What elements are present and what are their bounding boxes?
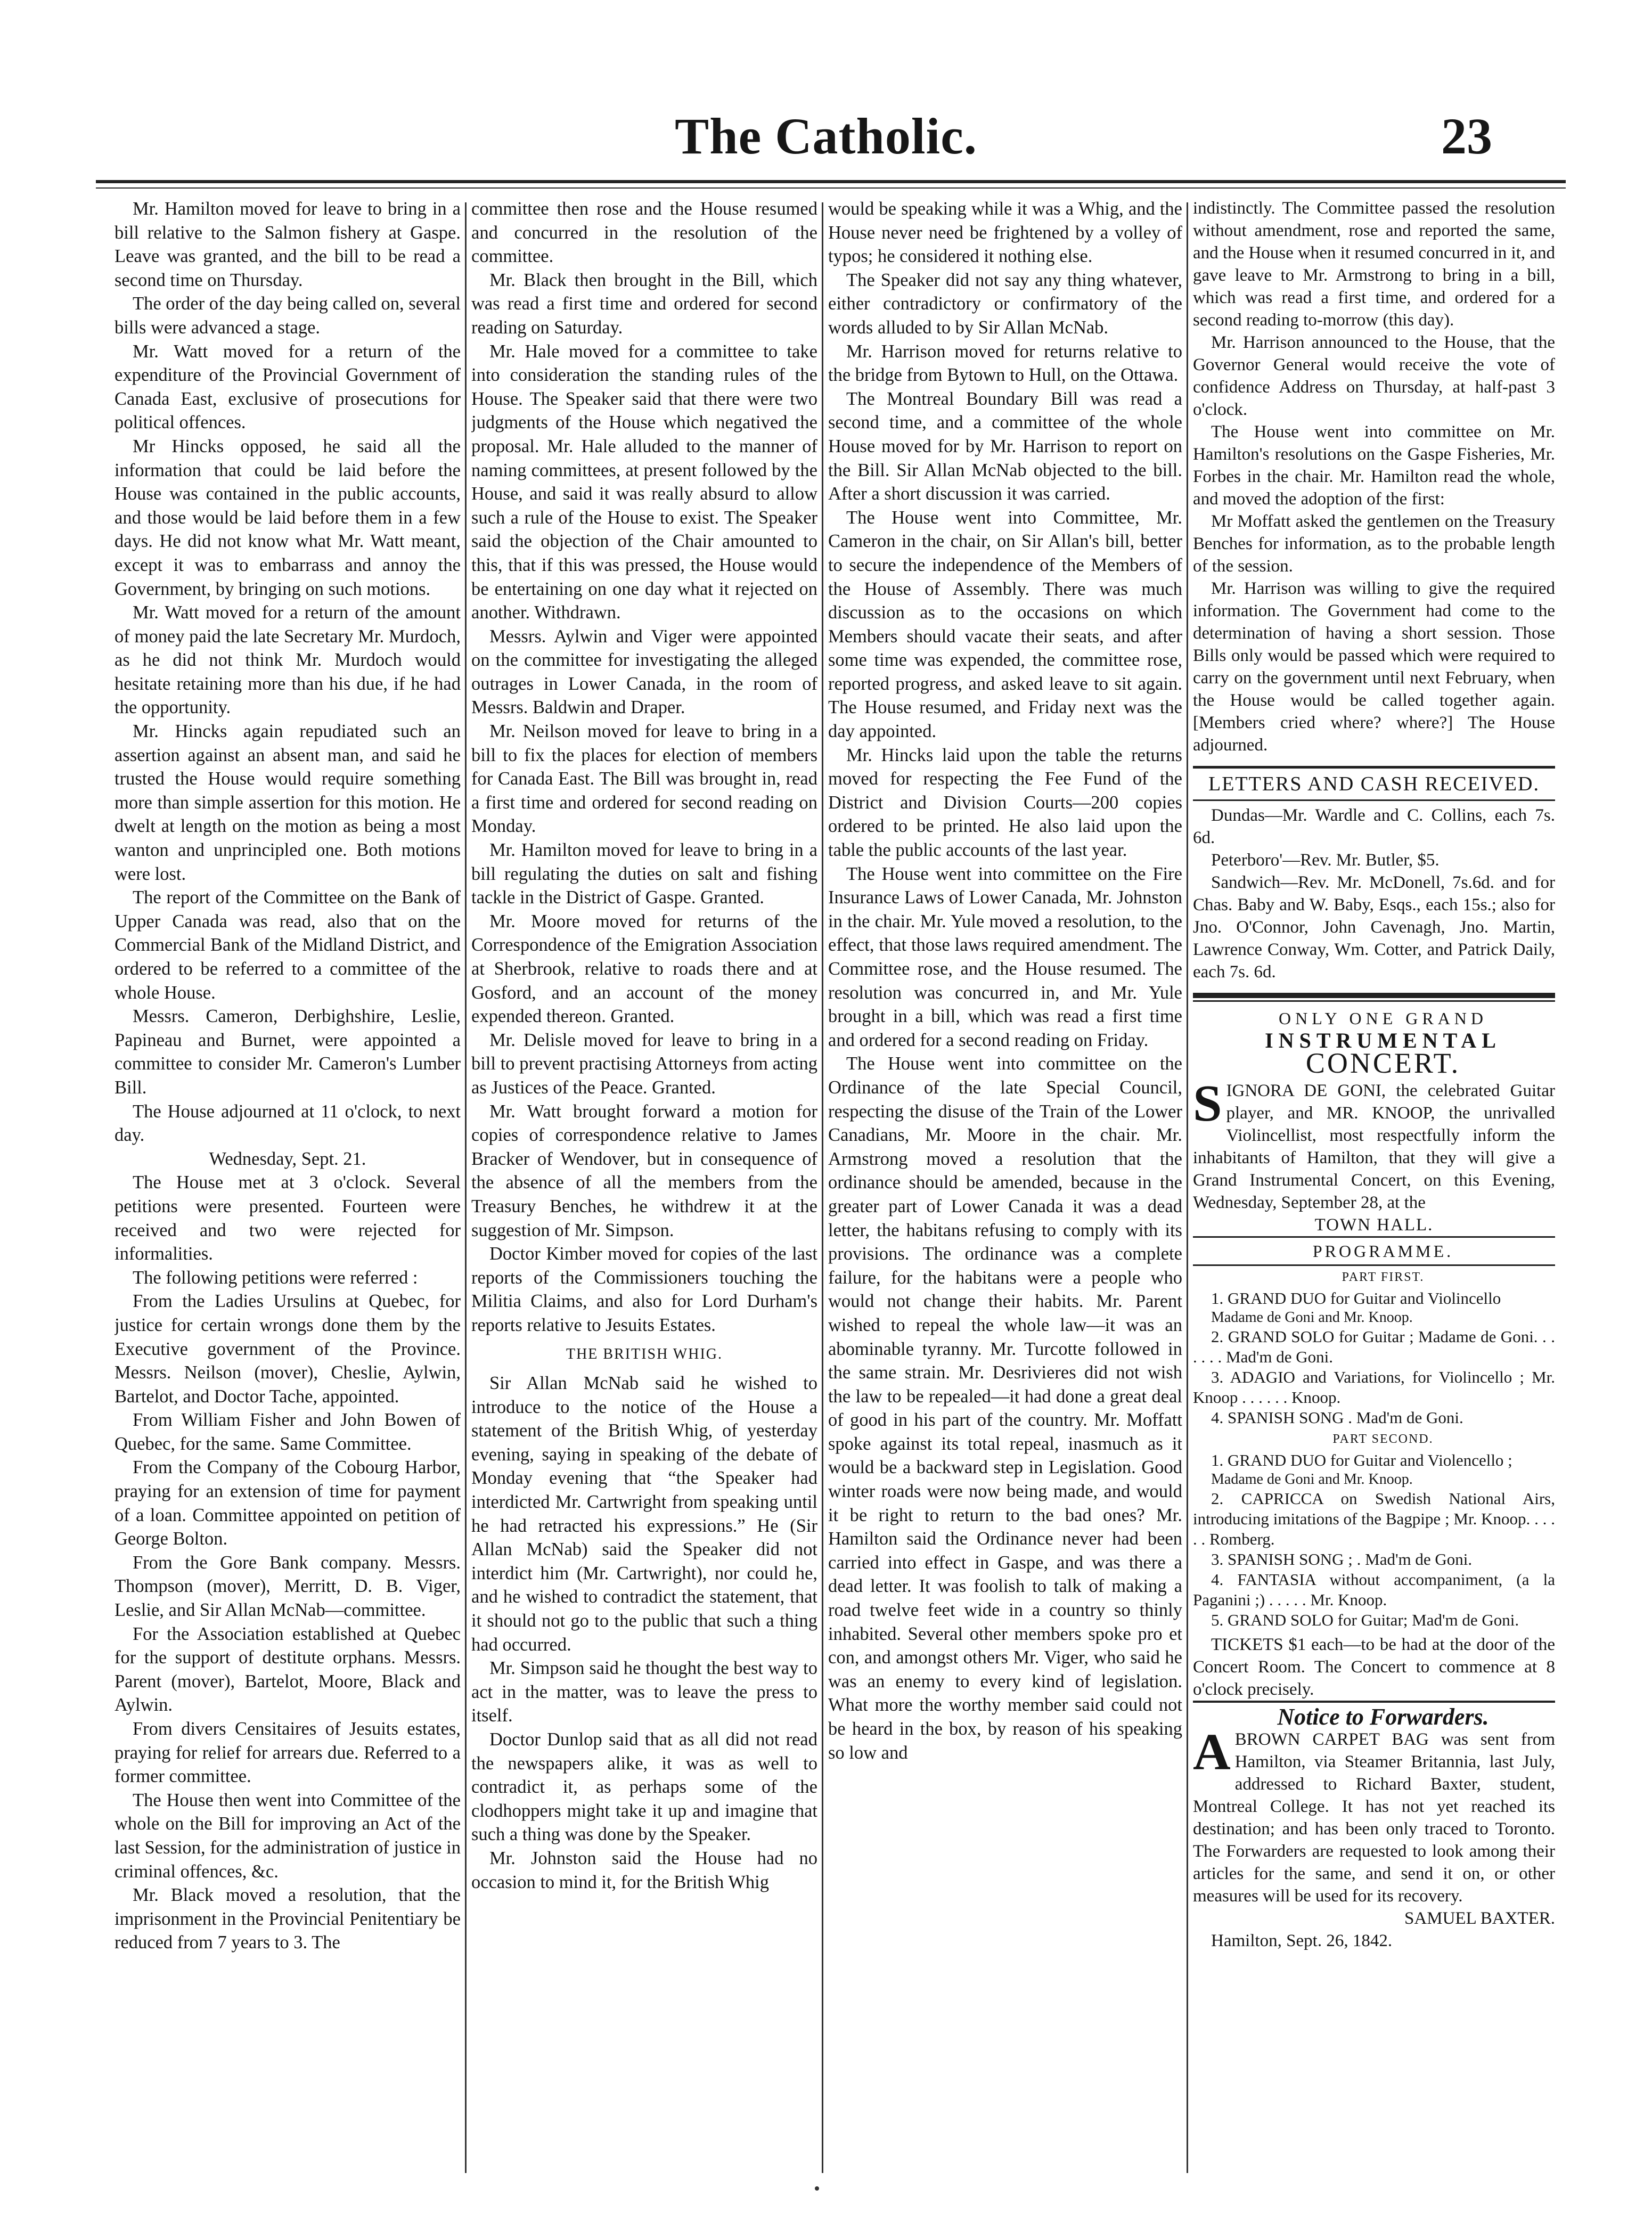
paragraph: Sir Allan McNab said he wished to introduce to the notice of the House a statement of the British Whig, of yesterday evening, saying in speaking of the debate of Monday evening that “the Speaker had interdicted Mr. Cartwright from speaking until he had retracted his expressions.” He (Sir Allan McNab) said the Speaker did not interdict him (Mr. Cartwright), nor could he, and he wished to contradict the statement, that it should not go to the public that such a thing had occurred. [471,1373,817,1655]
paragraph: The House went into Committee, Mr. Cameron in the chair, on Sir Allan's bill, better to secure the independence of the Members of the House of Assembly. There was much discussion as to the occasions on which Members should vacate their seats, and after some time was expended, the committee rose, reported progress, and asked leave to sit again. The House resumed, and Friday next was the day appointed. [828,507,1182,742]
paragraph: The House then went into Committee of the whole on the Bill for improving an Act of the last Session, for the administration of justice in criminal offences, &c. [115,1790,461,1882]
paragraph: Mr Moffatt asked the gentlemen on the Treasury Benches for information, as to the probable length of the session. [1193,512,1555,576]
programme-item: 1. GRAND DUO for Guitar and Violencello ; [1211,1451,1512,1469]
column-1 [115,197,461,2178]
paragraph: Mr. Hincks laid upon the table the returns moved for respecting the Fee Fund of the District and Division Courts—200 copies ordered to be printed. He also laid upon the table the public accounts of the last year. [828,745,1182,861]
paragraph: The House went into committee on the Fire Insurance Laws of Lower Canada, Mr. Johnston in the chair. Mr. Yule moved a resolution, to the effect, that those laws required amendment. The Committee rose, and the House resumed. The resolution was concurred in, and Mr. Yule brought in a bill, which was read a first time and ordered for a second reading on Friday. [828,863,1182,1050]
paragraph: Messrs. Cameron, Derbighshire, Leslie, Papineau and Burnet, were appointed a committee to consider Mr. Cameron's Lumber Bill. [115,1006,461,1098]
concert-text: IGNORA DE GONI, the celebrated Guitar player, and MR. KNOOP, the unrivalled Violincellist, most respectfully inform the inhabitants of Hamilton, that they will give a Grand Instrumental Concert, on this Evening, Wednesday, September 28, at the [1193,1081,1555,1212]
concert-body [1193,1075,1555,1214]
paragraph: Mr. Johnston said the House had no occasion to mind it, for the British Whig [471,1848,817,1892]
paragraph: The following petitions were referred : [133,1267,418,1288]
programme-item: 2. CAPRICCA on Swedish National Airs, introducing imitations of the Bagpipe ; Mr. Knoop. . . . . . Romberg. [1193,1489,1555,1548]
letters-item: Sandwich—Rev. Mr. McDonell, 7s.6d. and for Chas. Baby and W. Baby, Esqs., each 15s.; also for Jno. O'Connor, John Cavenagh, Jno. Martin, Lawrence Conway, Wm. Cotter, and Patrick Daily, each 7s. 6d. [1193,873,1555,982]
paragraph: Mr. Watt moved for a return of the expenditure of the Provincial Government of Canada East, exclusive of prosecutions for political offences. [115,341,461,433]
notice-body [1193,1724,1555,1907]
paragraph: The Montreal Boundary Bill was read a second time, and a committee of the whole House moved for by Mr. Harrison to report on the Bill. Sir Allan McNab objected to the bill. After a short discussion it was carried. [828,388,1182,504]
tickets-text: TICKETS $1 each—to be had at the door of the Concert Room. The Concert to commence at 8 o'clock precisely. [1193,1635,1555,1699]
column-3 [828,197,1182,2178]
paragraph: Mr. Watt brought forward a motion for copies of correspondence relative to James Bracker of Wendover, but in consequence of the absence of all the members from the Treasury Benches, he withdrew it at the suggestion of Mr. Simpson. [471,1101,817,1240]
paragraph: The House adjourned at 11 o'clock, to next day. [115,1101,461,1146]
paragraph: The House went into committee on the Ordinance of the late Special Council, respecting the disuse of the Train of the Lower Canadians, Mr. Moore in the chair. Mr. Armstrong moved a resolution that the ordinance should be amended, because in the greater part of Lower Canada it was a dead letter, the habitans refusing to comply with its provisions. The ordinance was a complete failure, for the habitans were a people who would not change their habits. Mr. Parent wished to repeal the whole law—it was an abominable tyranny. Mr. Turcotte followed in the same strain. Mr. Desrivieres did not wish the law to be repealed—it had done a great deal of good in his part of the country. Mr. Moffatt spoke against its total repeal, inasmuch as it would be a backward step in Legislation. Good winter roads were now being made, and would it be right to return to the bad ones? Mr. Hamilton said the Ordinance never had been carried into effect in Gaspe, and was there a dead letter. It was foolish to talk of making a road twelve feet wide in a country so thinly inhabited. Several other members spoke pro et con, and amongst others Mr. Viger, who said he was an enemy to every kind of legislation. What more the worthy member said could not be heard in the box, by reason of his speaking so low and [828,1053,1182,1763]
page-dot [815,2186,819,2191]
paragraph: The order of the day being called on, several bills were advanced a stage. [115,293,461,338]
paragraph: For the Association established at Quebec for the support of destitute orphans. Messrs. Parent (mover), Bartelot, Moore, Black and Aylwin. [115,1623,461,1716]
programme-item: 1. GRAND DUO for Guitar and Violincello [1211,1289,1501,1308]
page-title: The Catholic. [675,108,977,165]
notice-heading: Notice to Forwarders. [1193,1701,1555,1728]
paragraph: Mr. Hamilton moved for leave to bring in a bill regulating the duties on salt and fishing tackle in the District of Gaspe. Granted. [471,840,817,908]
notice-text: BROWN CARPET BAG was sent from Hamilton, via Steamer Britannia, last July, addressed to Richard Baxter, student, Montreal College. It has not yet reached its destination; and has been only traced to Toronto. The Forwarders are requested to look among their articles for the same, and send it on, or other measures will be used for its recovery. [1193,1730,1555,1906]
paragraph: Mr. Watt moved for a return of the amount of money paid the late Secretary Mr. Murdoch, as he did not think Mr. Murdoch would hesitate retaining more than his due, if he had the opportunity. [115,602,461,718]
paragraph: Mr. Neilson moved for leave to bring in a bill to fix the places for election of members for Canada East. The Bill was brought in, read a first time and ordered for second reading on Monday. [471,721,817,837]
concert-rule [1193,993,1555,998]
programme-item: 5. GRAND SOLO for Guitar; Mad'm de Goni. [1211,1611,1519,1629]
notice-dateline: Hamilton, Sept. 26, 1842. [1211,1931,1393,1950]
column-divider [1187,202,1188,2173]
concert-heading-1: ONLY ONE GRAND [1278,1009,1488,1028]
paragraph: would be speaking while it was a Whig, and the House never need be frightened by a volley of typos; he considered it nothing else. [828,199,1182,267]
paragraph: Mr. Hincks again repudiated such an assertion against an absent man, and said he trusted the House would require something more than simple assertion for this motion. He dwelt at length on the motion as being a most wanton and unprincipled one. Both motions were lost. [115,721,461,884]
header-rule-thick [96,180,1566,183]
column-2 [471,197,817,2178]
paragraph: Mr. Black moved a resolution, that the imprisonment in the Provincial Penitentiary be reduced from 7 years to 3. The [115,1885,461,1953]
programme-item: 2. GRAND SOLO for Guitar ; Madame de Goni. . . . . . . Mad'm de Goni. [1193,1327,1555,1366]
concert-venue: TOWN HALL. [1314,1215,1434,1235]
part-heading: PART SECOND. [1332,1432,1434,1446]
paragraph: Mr. Harrison announced to the House, that the Governor General would receive the vote of confidence Address on Thursday, at half-past 3 o'clock. [1193,333,1555,419]
paragraph: From the Company of the Cobourg Harbor, praying for an extension of time for payment of a loan. Committee appointed on petition of George Bolton. [115,1457,461,1549]
paragraph: Mr. Simpson said he thought the best way to act in the matter, was to leave the press to itself. [471,1658,817,1726]
header-rule-thin [96,187,1566,189]
paragraph: From the Ladies Ursulins at Quebec, for justice for certain wrongs done them by the Executive government of the Province. Messrs. Neilson (mover), Cheslie, Aylwin, Bartelot, and Doctor Tache, appointed. [115,1291,461,1407]
concert-rule-thin [1193,1000,1555,1002]
part-heading: PART FIRST. [1342,1270,1425,1284]
paragraph: indistinctly. The Committee passed the resolution without amendment, rose and reported the same, and the House when it resumed concurred in it, and gave leave to Mr. Armstrong to bring in a bill, which was read a first time, and ordered for a second reading to-morrow (this day). [1193,199,1555,330]
programme-item: Madame de Goni and Mr. Knoop. [1211,1471,1413,1488]
paragraph: committee then rose and the House resumed and concurred in the resolution of the committee. [471,199,817,267]
paragraph: Mr. Moore moved for returns of the Correspondence of the Emigration Association at Sherbrook, relative to roads there and at Gosford, and an account of the money expended thereon. Granted. [471,911,817,1027]
drop-cap: A [1193,1724,1231,1781]
section-heading: THE BRITISH WHIG. [566,1345,723,1362]
letters-heading: LETTERS AND CASH RECEIVED. [1193,766,1555,801]
programme-item: 3. SPANISH SONG ; . Mad'm de Goni. [1211,1550,1473,1569]
programme-item: 3. ADAGIO and Variations, for Violincello ; Mr. Knoop . . . . . . Knoop. [1193,1368,1555,1407]
paragraph: Mr. Black then brought in the Bill, which was read a first time and ordered for second reading on Saturday. [471,269,817,338]
column-divider [465,202,467,2173]
notice-signature: SAMUEL BAXTER. [1404,1909,1555,1928]
paragraph: From the Gore Bank company. Messrs. Thompson (mover), Merritt, D. B. Viger, Leslie, and Sir Allan McNab—committee. [115,1552,461,1621]
page-number: 23 [1441,108,1492,165]
paragraph: The House went into committee on Mr. Hamilton's resolutions on the Gaspe Fisheries, Mr. Forbes in the chair. Mr. Hamilton read the whole, and moved the adoption of the first: [1193,422,1555,509]
programme-heading: PROGRAMME. [1193,1236,1555,1266]
paragraph: Mr. Hale moved for a committee to take into consideration the standing rules of the House. The Speaker said that there were two judgments of the House which negatived the proposal. Mr. Hale alluded to the manner of naming committees, at present followed by the House, and said it was really absurd to allow such a rule of the House to exist. The Speaker said the objection of the Chair amounted to this, that if this was pressed, the House would be entertaining on one day what it rejected on another. Withdrawn. [471,341,817,623]
dateline: Wednesday, Sept. 21. [209,1148,366,1169]
column-4 [1193,197,1555,2178]
paragraph: Mr. Delisle moved for leave to bring in a bill to prevent practising Attorneys from acting as Justices of the Peace. Granted. [471,1030,817,1098]
concert-heading-3: CONCERT. [1305,1047,1461,1079]
drop-cap: S [1193,1075,1222,1132]
programme-item: Madame de Goni and Mr. Knoop. [1211,1309,1413,1326]
paragraph: From William Fisher and John Bowen of Quebec, for the same. Same Committee. [115,1410,461,1454]
paragraph: The report of the Committee on the Bank of Upper Canada was read, also that on the Commercial Bank of the Midland District, and ordered to be referred to a committee of the whole House. [115,887,461,1003]
letters-item: Dundas—Mr. Wardle and C. Collins, each 7s. 6d. [1193,806,1555,847]
masthead [0,0,1652,192]
paragraph: Mr. Harrison moved for returns relative to the bridge from Bytown to Hull, on the Ottawa. [828,341,1182,386]
column-divider [822,202,823,2173]
paragraph: The House met at 3 o'clock. Several petitions were presented. Fourteen were received and two were rejected for informalities. [115,1172,461,1264]
paragraph: The Speaker did not say any thing whatever, either contradictory or confirmatory of the words alluded to by Sir Allan McNab. [828,269,1182,338]
paragraph: Mr. Hamilton moved for leave to bring in a bill relative to the Salmon fishery at Gaspe. Leave was granted, and the bill to be read a second time on Thursday. [115,199,461,290]
programme-item: 4. FANTASIA without accompaniment, (a la Paganini ;) . . . . . Mr. Knoop. [1193,1570,1555,1609]
letters-item: Peterboro'—Rev. Mr. Butler, $5. [1211,851,1440,870]
paragraph: Messrs. Aylwin and Viger were appointed on the committee for investigating the alleged outrages in Lower Canada, in the room of Messrs. Baldwin and Draper. [471,626,817,718]
paragraph: From divers Censitaires of Jesuits estates, praying for relief for arrears due. Referred to a former committee. [115,1719,461,1787]
programme-item: 4. SPANISH SONG . Mad'm de Goni. [1211,1408,1463,1427]
paragraph: Mr. Harrison was willing to give the required information. The Government had come to the determination of having a short session. Those Bills only would be passed which were required to carry on the government until next February, when the House would be called together again. [Members cried where? where?] The House adjourned. [1193,579,1555,755]
concert-heading-2: INSTRUMENTAL [1265,1028,1501,1052]
paragraph: Mr Hincks opposed, he said all the information that could be laid before the House was contained in the public accounts, and those would be laid before them in a few days. He did not know what Mr. Watt meant, except it was to embarrass and annoy the Government, by bringing on such motions. [115,436,461,599]
paragraph: Doctor Dunlop said that as all did not read the newspapers alike, it was as well to contradict it, as perhaps some of the clodhoppers might take it up and imagine that such a thing was done by the Speaker. [471,1729,817,1845]
paragraph: Doctor Kimber moved for copies of the last reports of the Commissioners touching the Militia Claims, and also for Lord Durham's reports relative to Jesuits Estates. [471,1244,817,1335]
